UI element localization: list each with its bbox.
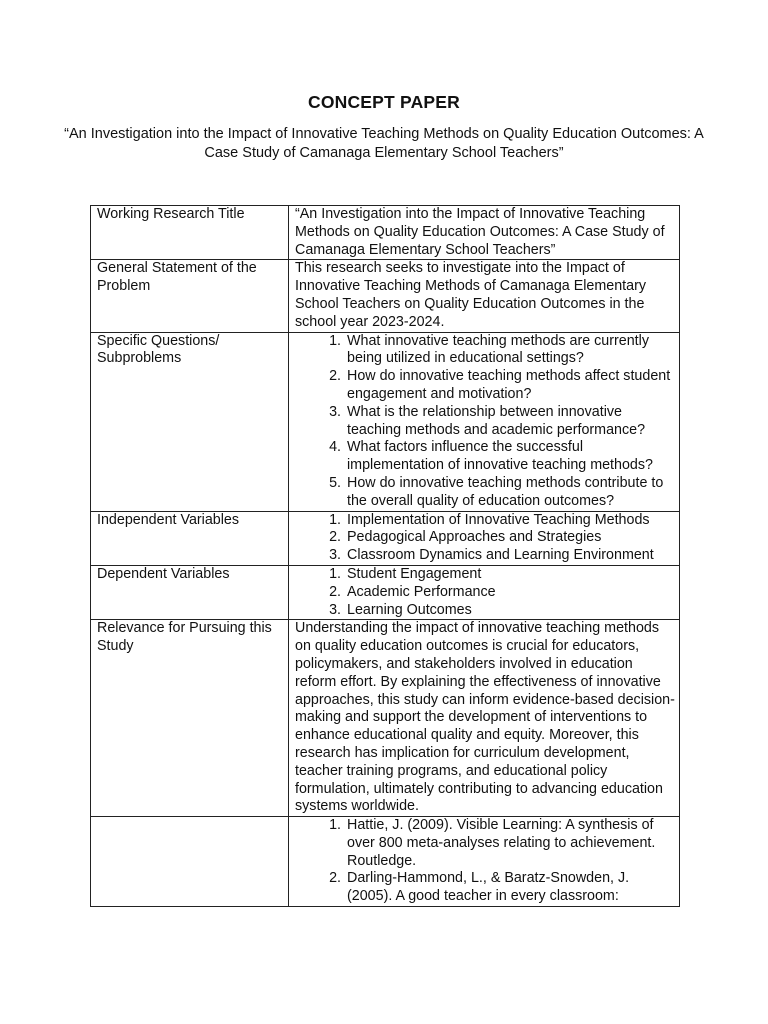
row-references (91, 817, 680, 907)
references-cell (289, 817, 680, 907)
row-independent-variables (91, 511, 680, 565)
independent-label: Independent Variables (91, 511, 289, 565)
working-title-label: Working Research Title (91, 206, 289, 260)
references-label (91, 817, 289, 907)
dependent-label: Dependent Variables (91, 565, 289, 619)
concept-table (90, 205, 680, 907)
questions-label: Specific Questions/ Subproblems (91, 332, 289, 511)
problem-value: This research seeks to investigate into the Impact of Innovative Teaching Methods of Camanaga Elementary School Teachers on Quality Education Outcomes in the school year 2023-2024. (289, 260, 680, 332)
list-item: 3. What is the relationship between innovative teaching methods and academic performance? (345, 404, 675, 440)
list-item: 1. Implementation of Innovative Teaching Methods (345, 512, 675, 530)
list-item: 5. How do innovative teaching methods contribute to the overall quality of education outcomes? (345, 475, 675, 511)
independent-list (295, 512, 675, 565)
list-item: 3. Classroom Dynamics and Learning Environment (345, 547, 675, 565)
relevance-value: Understanding the impact of innovative teaching methods on quality education outcomes is crucial for educators, policymakers, and stakeholders involved in education reform effort. By explaining the effectiveness of innovative approaches, this study can inform evidence-based decision-making and support the development of interventions to enhance educational quality and equity. Moreover, this research has implication for curriculum development, teacher training programs, and educational policy formulation, ultimately contributing to advancing education systems worldwide. (289, 620, 680, 817)
list-item: 4. What factors influence the successful implementation of innovative teaching methods? (345, 439, 675, 475)
list-item: 2. Darling-Hammond, L., & Baratz-Snowden, J. (2005). A good teacher in every classroom: (345, 870, 675, 906)
questions-list (295, 333, 675, 511)
page-title: CONCEPT PAPER (307, 92, 461, 112)
list-item: 2. Academic Performance (345, 584, 675, 602)
list-item: 1. Hattie, J. (2009). Visible Learning: A synthesis of over 800 meta-analyses relating to achievement. Routledge. (345, 817, 675, 870)
relevance-label: Relevance for Pursuing this Study (91, 620, 289, 817)
row-working-title (91, 206, 680, 260)
independent-cell (289, 511, 680, 565)
list-item: 1. What innovative teaching methods are currently being utilized in educational settings? (345, 333, 675, 369)
row-relevance (91, 620, 680, 817)
paper-subtitle: “An Investigation into the Impact of Innovative Teaching Methods on Quality Education Outcomes: A Case Study of Camanaga Elementary School Teachers” (64, 126, 704, 161)
list-item: 2. Pedagogical Approaches and Strategies (345, 529, 675, 547)
references-list (295, 817, 675, 906)
row-specific-questions (91, 332, 680, 511)
dependent-list (295, 566, 675, 619)
questions-cell (289, 332, 680, 511)
working-title-value: “An Investigation into the Impact of Innovative Teaching Methods on Quality Education Outcomes: A Case Study of Camanaga Elementary School Teachers” (289, 206, 680, 260)
list-item: 3. Learning Outcomes (345, 602, 675, 620)
problem-label: General Statement of the Problem (91, 260, 289, 332)
list-item: 1. Student Engagement (345, 566, 675, 584)
row-problem-statement (91, 260, 680, 332)
list-item: 2. How do innovative teaching methods affect student engagement and motivation? (345, 368, 675, 404)
row-dependent-variables (91, 565, 680, 619)
dependent-cell (289, 565, 680, 619)
